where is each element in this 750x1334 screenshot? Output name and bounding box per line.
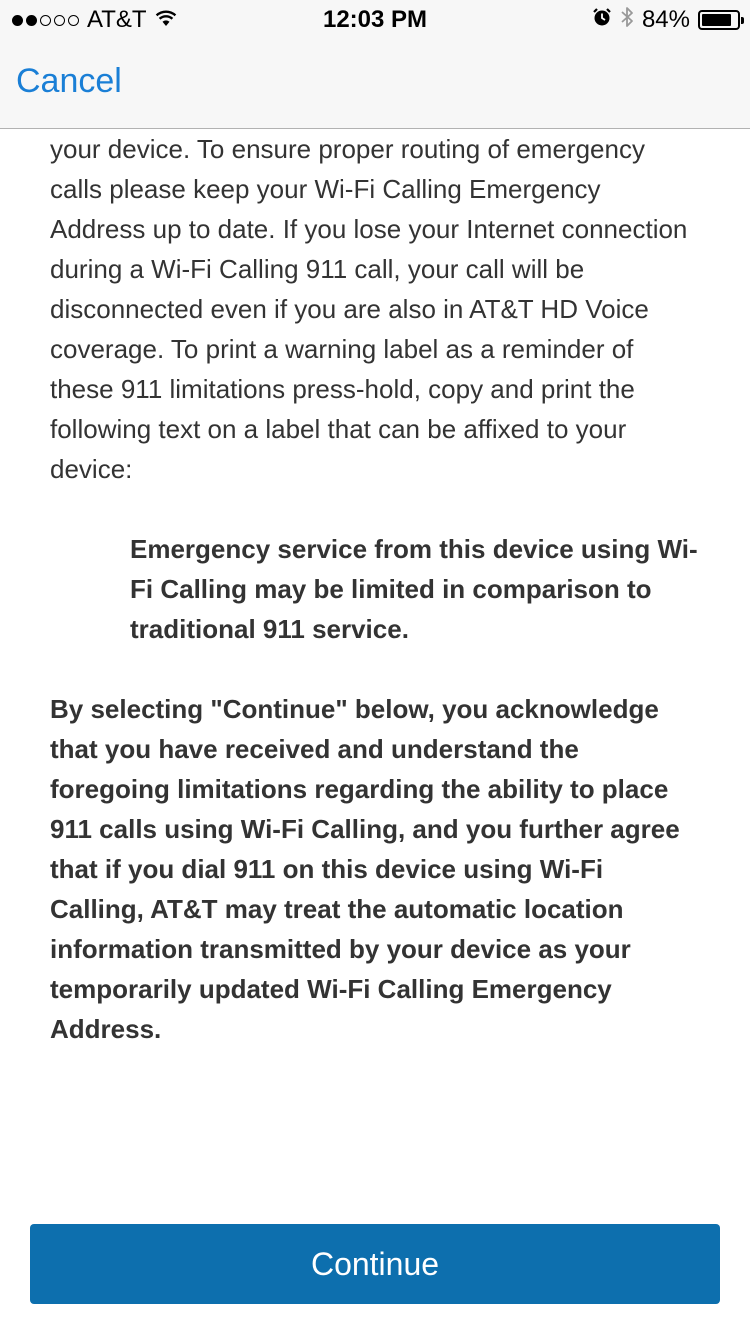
status-bar xyxy=(0,0,750,40)
status-right xyxy=(592,6,740,34)
acknowledge-paragraph: By selecting "Continue" below, you acknowledge that you have received and understand the foregoing limitations regarding the ability to place 911 calls using Wi-Fi Calling, and you further agree that if you dial 911 on this device using Wi-Fi Calling, AT&T may treat the automatic location information transmitted by your device as your temporarily updated Wi-Fi Calling Emergency Address. xyxy=(50,694,680,1044)
warning-label-text: Emergency service from this device using Wi-Fi Calling may be limited in comparison to traditional 911 service. xyxy=(130,534,698,644)
battery-cap xyxy=(741,17,744,24)
status-time: 12:03 PM xyxy=(322,6,428,33)
alarm-icon xyxy=(592,6,612,34)
battery-icon xyxy=(698,10,740,30)
carrier-name: AT&T xyxy=(87,6,147,33)
cancel-button[interactable]: Cancel xyxy=(16,62,122,100)
intro-paragraph: your device. To ensure proper routing of emergency calls please keep your Wi-Fi Calling Emergency Address up to date. If you lose your Internet connection during a Wi-Fi Calling 911 call, your call will be disconnected even if you are also in AT&T HD Voice coverage. To print a warning label as a reminder of these 911 limitations press-hold, copy and print the following text on a label that can be affixed to your device: xyxy=(50,134,688,484)
battery-fill xyxy=(702,14,731,26)
battery-percent: 84% xyxy=(641,6,690,33)
continue-button[interactable]: Continue xyxy=(30,1224,720,1304)
nav-bar xyxy=(0,40,750,129)
bluetooth-icon xyxy=(620,5,634,36)
terms-content[interactable] xyxy=(50,129,700,1209)
